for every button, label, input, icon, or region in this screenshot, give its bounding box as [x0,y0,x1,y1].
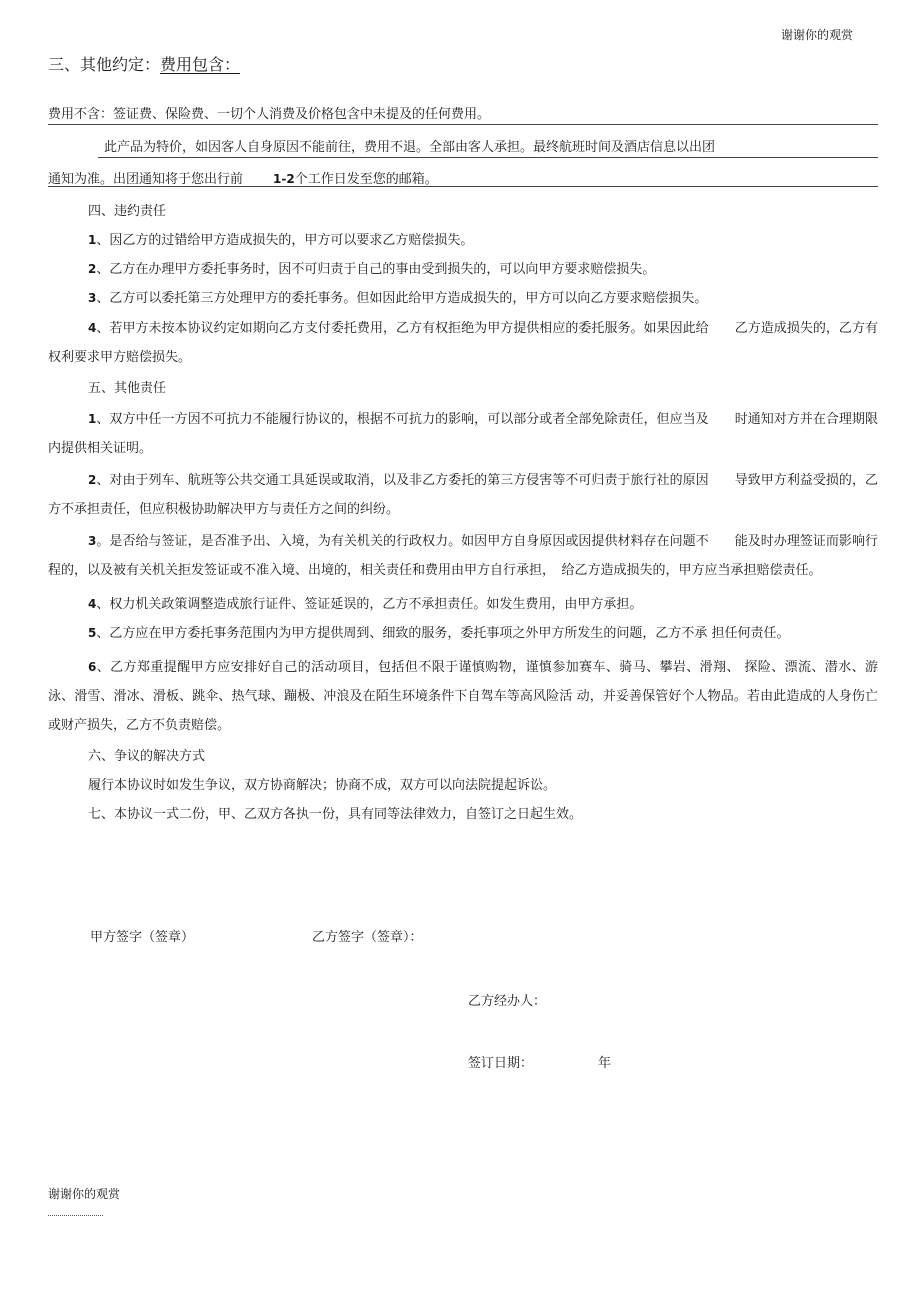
item-text: 、对由于列车、航班等公共交通工具延误或取消，以及非乙方委托的第三方侵害等不可归责于旅行社的原因 导致甲方利益受损的，乙方不承担责任，但应积极协助解决甲方与责任方之间的纠纷。 [48,473,878,517]
section5-item [48,527,878,585]
section6-text: 履行本协议时如发生争议，双方协商解决；协商不成，双方可以向法院提起诉讼。 [88,778,557,793]
section4-item [48,255,878,284]
section5-item [48,653,878,740]
item-number: 3 [88,534,97,548]
divider-line [48,124,878,125]
item-text: 、因乙方的过错给甲方造成损失的，甲方可以要求乙方赔偿损失。 [96,233,474,248]
section5-item [48,466,878,524]
special-offer-text-b: 个工作日发至您的邮箱。 [294,172,438,187]
item-text: 。是否给与签证，是否准予出、入境，为有关机关的行政权力。如因甲方自身原因或因提供材料存在问题不 能及时办理签证而影响行程的，以及被有关机关拒发签证或不准入境、出境的，相关责任和费用由甲方自行承担， 给乙方造成损失的，甲方应当承担赔偿责任。 [48,534,878,578]
special-offer-line1: 此产品为特价，如因客人自身原因不能前往，费用不退。全部由客人承担。最终航班时间及酒店信息以出团 [104,140,716,155]
section3-title-prefix: 三、其他约定： [48,55,161,74]
item-number: 6 [88,660,97,674]
divider-line [48,186,878,187]
party-a-signature-label: 甲方签字（签章） [90,930,195,945]
section5-item [48,619,878,648]
item-text: 、乙方在办理甲方委托事务时，因不可归责于自己的事由受到损失的，可以向甲方要求赔偿损失。 [96,262,656,277]
item-number: 3 [88,291,97,305]
header-watermark: 谢谢你的观赏 [781,28,854,42]
special-offer-text-a: 通知为准。出团通知将于您出行前 [48,172,244,187]
item-text: 、权力机关政策调整造成旅行证件、签证延误的，乙方不承担责任。如发生费用，由甲方承担。 [96,597,643,612]
item-text: 、乙方郑重提醒甲方应安排好自己的活动项目，包括但不限于谨慎购物，谨慎参加赛车、骑马、攀岩、滑翔、 探险、漂流、潜水、游泳、滑雪、滑冰、滑板、跳伞、热气球、蹦极、冲浪及在陌生环境条件下自驾车等高风险活 动，并妥善保管好个人物品。若由此造成的人身伤亡或财产损失，乙方不负责赔偿。 [48,660,878,733]
section4-item [48,284,878,313]
section5-item [48,590,878,619]
divider-line [98,157,878,158]
party-b-signature-label: 乙方签字（签章）： [312,930,423,945]
item-number: 5 [88,626,97,640]
section3-title-fees-included: 费用包含： [160,55,241,74]
footer-watermark: 谢谢你的观赏 [48,1187,121,1201]
item-text: 、若甲方未按本协议约定如期向乙方支付委托费用，乙方有权拒绝为甲方提供相应的委托服务。如果因此给 乙方造成损失的，乙方有权利要求甲方赔偿损失。 [48,321,878,365]
item-number: 1 [88,233,97,247]
item-number: 4 [88,597,97,611]
footer-dotted-line [48,1215,103,1216]
item-text: 、乙方应在甲方委托事务范围内为甲方提供周到、细致的服务，委托事项之外甲方所发生的问题，乙方不承 担任何责任。 [96,626,790,641]
section5-item [48,405,878,463]
section5-title: 五、其他责任 [88,381,167,396]
section3-title [48,54,240,76]
item-number: 2 [88,262,97,276]
section4-item [48,314,878,372]
fees-excluded: 费用不含：签证费、保险费、一切个人消费及价格包含中未提及的任何费用。 [48,107,491,122]
item-text: 、双方中任一方因不可抗力不能履行协议的，根据不可抗力的影响，可以部分或者全部免除责任，但应当及 时通知对方并在合理期限内提供相关证明。 [48,412,878,456]
item-text: 、乙方可以委托第三方处理甲方的委托事务。但如因此给甲方造成损失的，甲方可以向乙方要求赔偿损失。 [96,291,708,306]
sign-date-label: 签订日期： [468,1056,534,1071]
item-number: 2 [88,473,97,487]
section4-title: 四、违约责任 [88,204,167,219]
section6-title: 六、争议的解决方式 [88,749,206,764]
item-number: 4 [88,321,97,335]
section7-text: 七、本协议一式二份，甲、乙双方各执一份，具有同等法律效力，自签订之日起生效。 [88,807,583,822]
item-number: 1 [88,412,97,426]
section4-item [48,226,878,255]
party-b-agent-label: 乙方经办人： [468,994,547,1009]
sign-date-year: 年 [598,1056,612,1071]
special-offer-days: 1-2 [273,172,295,186]
